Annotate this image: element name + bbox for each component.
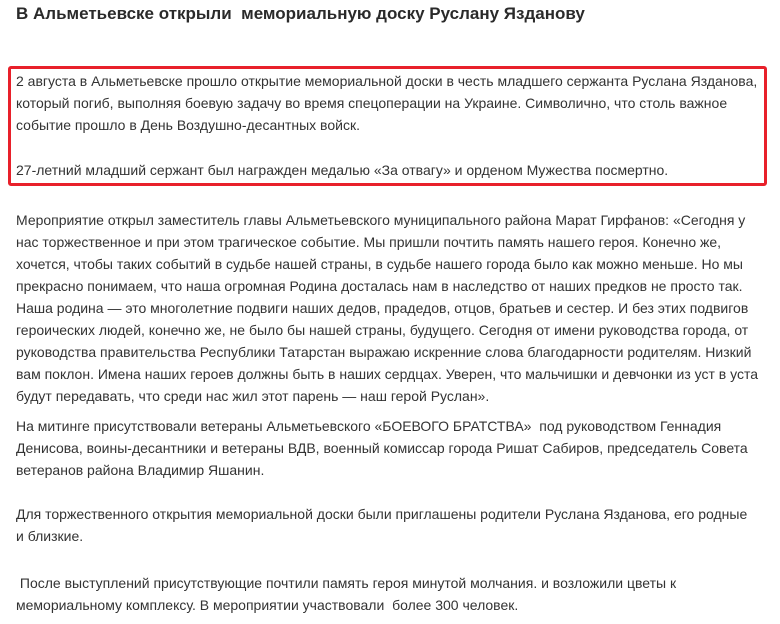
text-line: 27-летний младший сержант был награжден медалью «За отвагу» и орденом Мужества посмертно.	[16, 162, 669, 178]
text-line: героических людей, конечно же, не было бы нашей страны, будущего. Сегодня от имени руководства города, от	[16, 322, 749, 338]
text-line: После выступлений присутствующие почтили память героя минутой молчания. и возложили цветы к	[16, 575, 677, 591]
attendees-paragraph	[16, 415, 748, 481]
quote-paragraph	[16, 209, 758, 407]
text-line: Мероприятие открыл заместитель главы Альметьевского муниципального района Марат Гирфанов: «Сегодня у	[16, 212, 746, 228]
highlight-paragraph-1	[16, 70, 757, 136]
text-line: Для торжественного открытия мемориальной доски были приглашены родители Руслана Язданова, его родные	[16, 506, 748, 522]
text-line: и близкие.	[16, 528, 84, 544]
text-line: будут передавать, что среди нас жил этот парень — наш герой Руслан».	[16, 388, 490, 404]
text-line: Наша родина — это многолетние подвиги наших дедов, прадедов, отцов, братьев и сестер. И без этих подвигов	[16, 300, 749, 316]
invited-paragraph	[16, 503, 747, 547]
text-line: нас торжественное и при этом трагическое событие. Мы пришли почтить память нашего героя. Конечно же,	[16, 234, 722, 250]
text-line: ветеранов района Владимир Яшанин.	[16, 462, 265, 478]
text-line: хочется, чтобы таких событий в судьбе нашей страны, в судьбе нашего города было как можно меньше. Но мы	[16, 256, 743, 272]
text-line: 2 августа в Альметьевске прошло открытие мемориальной доски в честь младшего сержанта Руслана Язданова,	[16, 73, 758, 89]
text-line: Денисова, воины-десантники и ветераны ВДВ, военный комиссар города Ришат Сабиров, председатель Совета	[16, 440, 748, 456]
text-line: событие прошло в День Воздушно-десантных войск.	[16, 117, 360, 133]
text-line: прекрасно понимаем, что наша огромная Родина досталась нам в наследство от наших предков не просто так.	[16, 278, 743, 294]
closing-paragraph	[16, 572, 676, 616]
article-title: В Альметьевске открыли мемориальную доску Руслану Язданову	[16, 4, 585, 23]
text-line: руководства правительства Республики Татарстан выражаю искренние слова благодарности родителям. Низкий	[16, 344, 752, 360]
text-line: который погиб, выполняя боевую задачу во время спецоперации на Украине. Символично, что столь важное	[16, 95, 728, 111]
text-line: мемориальному комплексу. В мероприятии участвовали более 300 человек.	[16, 597, 519, 613]
text-line: На митинге присутствовали ветераны Альметьевского «БОЕВОГО БРАТСТВА» под руководством Геннадия	[16, 418, 722, 434]
highlight-paragraph-2	[16, 159, 668, 181]
text-line: вам поклон. Имена наших героев должны быть в наших сердцах. Уверен, что мальчишки и девчонки из уст в уста	[16, 366, 758, 382]
